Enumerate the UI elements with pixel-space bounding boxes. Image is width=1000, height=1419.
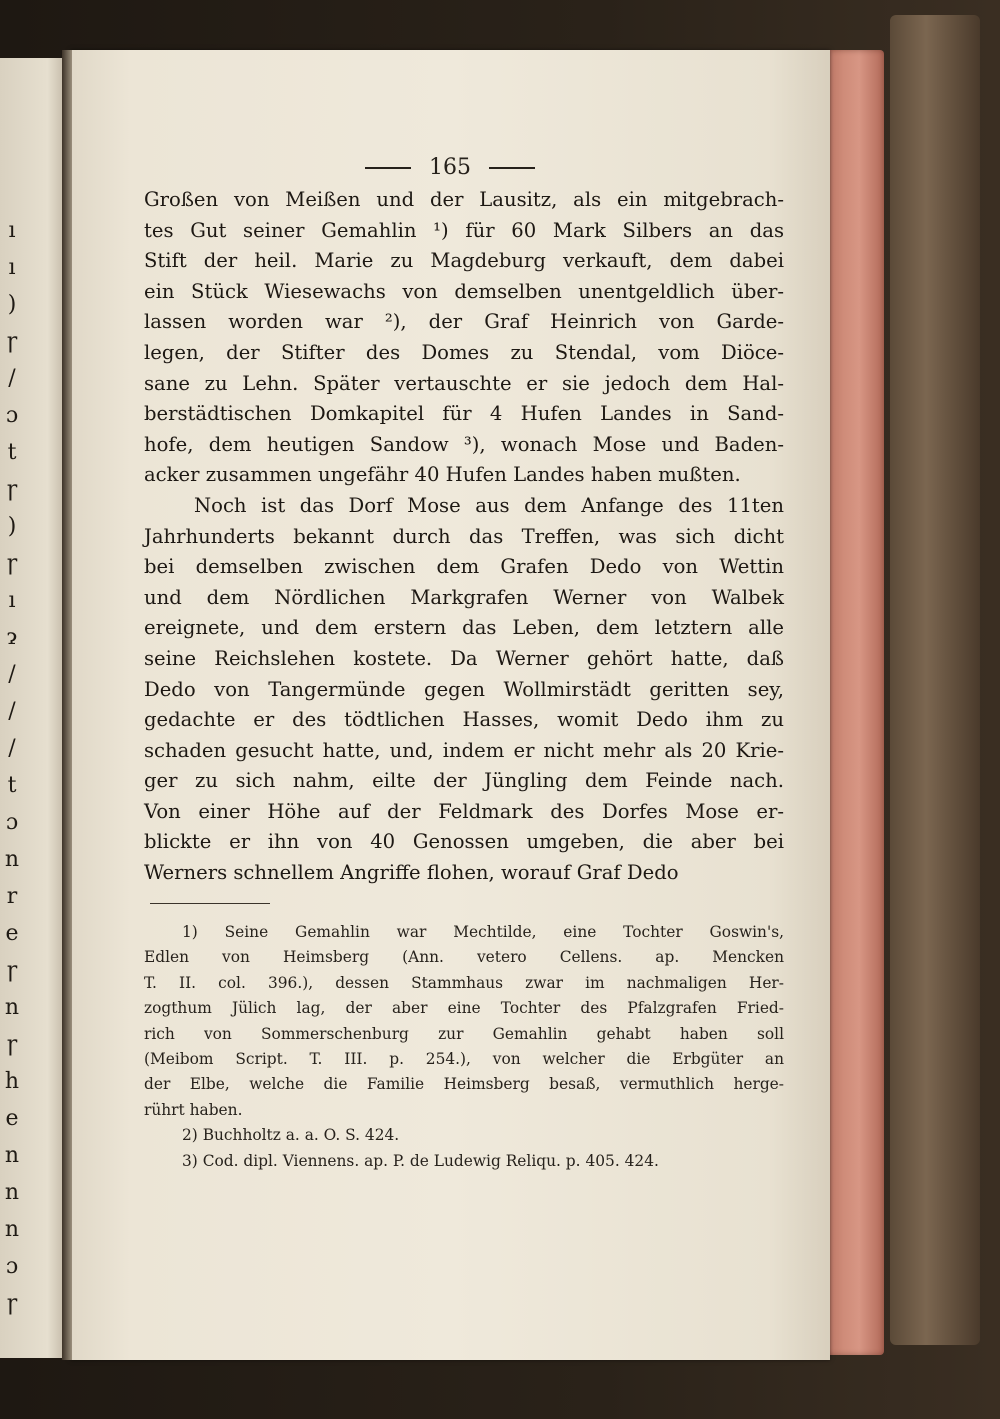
footnote-line: rich von Sommerschenburg zur Gemahlin gehabt haben soll (144, 1024, 784, 1043)
page-block-edge (822, 50, 884, 1355)
footnote-1 (144, 920, 784, 1123)
left-page-glyph: ꞅ (6, 477, 18, 502)
body-line: hofe, dem heutigen Sandow ³), wonach Mose und Baden- (144, 432, 784, 456)
book-page (70, 50, 830, 1360)
left-page-glyph: ) (7, 292, 17, 317)
left-page-glyph: e (5, 1106, 19, 1131)
body-line: gedachte er des tödtlichen Hasses, womit Dedo ihm zu (144, 708, 784, 732)
left-page-glyph: ꞅ (6, 1291, 18, 1316)
left-page-glyph: ) (7, 514, 17, 539)
left-page-glyph: h (4, 1069, 20, 1094)
body-line: Werners schnellem Angriffe flohen, worauf Graf Dedo (144, 861, 679, 885)
header-rule-left (365, 167, 411, 169)
footnote-rule (150, 903, 270, 904)
body-line: ein Stück Wiesewachs von demselben unentgeldlich über- (144, 279, 784, 303)
body-line: acker zusammen ungefähr 40 Hufen Landes haben mußten. (144, 463, 741, 487)
body-line: ger zu sich nahm, eilte der Jüngling dem Feinde nach. (144, 769, 784, 793)
left-page-glyph: ɂ (6, 625, 18, 650)
body-line: ereignete, und dem erstern das Leben, dem letztern alle (144, 616, 784, 640)
body-line: Von einer Höhe auf der Feldmark des Dorfes Mose er- (144, 799, 784, 823)
body-line: Stift der heil. Marie zu Magdeburg verkauft, dem dabei (144, 249, 784, 273)
body-line: blickte er ihn von 40 Genossen umgeben, die aber bei (144, 830, 784, 854)
body-line: Großen von Meißen und der Lausitz, als ein mitgebrach- (144, 188, 784, 211)
left-page-glyph: ꞅ (6, 1032, 18, 1057)
footnote-line: T. II. col. 396.), dessen Stammhaus zwar im nachmaligen Her- (144, 973, 784, 992)
left-page-glyph: n (4, 1180, 20, 1205)
left-page-glyph: r (6, 884, 18, 909)
body-line: bei demselben zwischen dem Grafen Dedo von Wettin (144, 555, 784, 579)
page-number: 165 (429, 155, 471, 180)
spine-gutter (62, 50, 72, 1360)
left-page-glyph: ı (8, 588, 16, 613)
body-line: legen, der Stifter des Domes zu Stendal, vom Diöce- (144, 340, 784, 364)
left-page-glyph: ɔ (5, 810, 19, 835)
left-page-glyph: t (7, 773, 17, 798)
left-page-glyph: n (4, 1217, 20, 1242)
left-page-glyph: ꞅ (6, 958, 18, 983)
footnote-line: der Elbe, welche die Familie Heimsberg besaß, vermuthlich herge- (144, 1075, 784, 1094)
left-page-glyph: t (7, 440, 17, 465)
left-page-glyph: / (8, 366, 16, 391)
left-page-glyph: / (8, 662, 16, 687)
body-line: Jahrhunderts bekannt durch das Treffen, was sich dicht (144, 524, 784, 548)
body-line: schaden gesucht hatte, und, indem er nicht mehr als 20 Krie- (144, 738, 784, 762)
footnote-3: 3) Cod. dipl. Viennens. ap. P. de Ludewig Reliqu. p. 405. 424. (182, 1151, 659, 1170)
left-page-glyph: ɔ (5, 403, 19, 428)
body-line: sane zu Lehn. Später vertauschte er sie jedoch dem Hal- (144, 371, 784, 395)
left-page-glyph: ɔ (5, 1254, 19, 1279)
body-text (144, 185, 784, 889)
footnotes (144, 920, 784, 1174)
page-header (70, 155, 830, 180)
footnote-line: 1) Seine Gemahlin war Mechtilde, eine Tochter Goswin's, (182, 923, 784, 941)
footnote-line: zogthum Jülich lag, der aber eine Tochter des Pfalzgrafen Fried- (144, 999, 784, 1018)
left-page-glyph: n (4, 1143, 20, 1168)
header-rule-right (489, 167, 535, 169)
body-line: lassen worden war ²), der Graf Heinrich von Garde- (144, 310, 784, 334)
body-line: tes Gut seiner Gemahlin ¹) für 60 Mark Silbers an das (144, 218, 784, 242)
left-page-fragment (0, 58, 68, 1358)
body-line: Noch ist das Dorf Mose aus dem Anfange des 11ten (194, 493, 784, 517)
left-page-glyph: / (8, 736, 16, 761)
left-page-glyph: n (4, 847, 20, 872)
left-page-glyph: ꞅ (6, 551, 18, 576)
left-page-glyph: ı (8, 218, 16, 243)
cover-edge (890, 15, 980, 1345)
footnote-line: Edlen von Heimsberg (Ann. vetero Cellens. ap. Mencken (144, 948, 784, 967)
body-line: seine Reichslehen kostete. Da Werner gehört hatte, daß (144, 646, 784, 670)
left-page-glyph: e (5, 921, 19, 946)
body-line: und dem Nördlichen Markgrafen Werner von Walbek (144, 585, 784, 609)
left-page-glyph: ı (8, 255, 16, 280)
footnote-line: rührt haben. (144, 1100, 243, 1119)
left-page-glyph: n (4, 995, 20, 1020)
left-page-glyph: / (8, 699, 16, 724)
body-line: Dedo von Tangermünde gegen Wollmirstädt geritten sey, (144, 677, 784, 701)
left-page-glyph: ꞅ (6, 329, 18, 354)
body-line: berstädtischen Domkapitel für 4 Hufen Landes in Sand- (144, 402, 784, 426)
footnote-2: 2) Buchholtz a. a. O. S. 424. (182, 1126, 400, 1145)
footnote-line: (Meibom Script. T. III. p. 254.), von welcher die Erbgüter an (144, 1050, 784, 1069)
